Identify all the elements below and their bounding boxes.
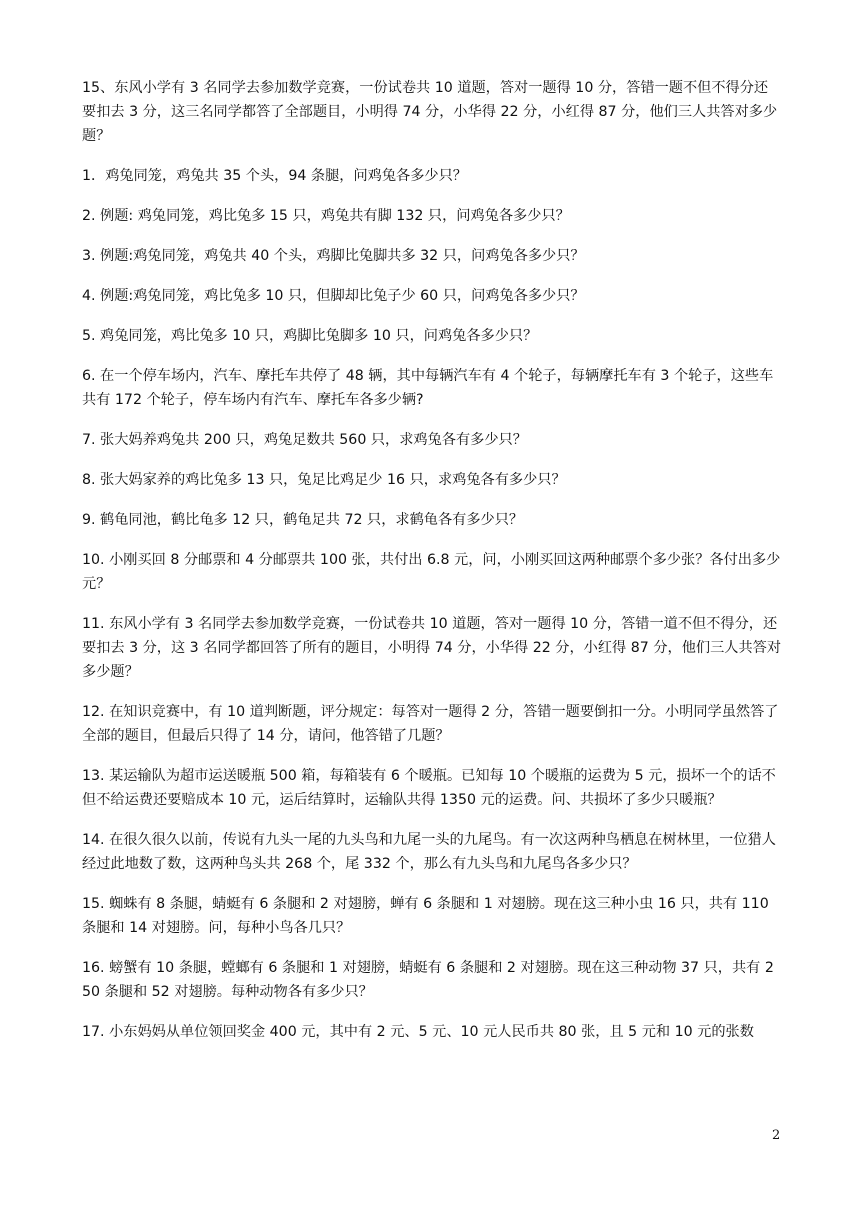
question-15: 15. 蜘蛛有 8 条腿，蜻蜓有 6 条腿和 2 对翅膀，蝉有 6 条腿和 1 对翅膀。现在这三种小虫 16 只，共有 110 条腿和 14 对翅膀。问，每种小鸟各几只？ xyxy=(82,896,774,936)
question-16: 16. 螃蟹有 10 条腿，螳螂有 6 条腿和 1 对翅膀，蜻蜓有 6 条腿和 2 对翅膀。现在这三种动物 37 只，共有 250 条腿和 52 对翅膀。每种动物各有多少只？ xyxy=(82,960,774,1000)
question-3: 3. 例题:鸡兔同笼，鸡兔共 40 个头，鸡脚比兔脚共多 32 只，问鸡兔各多少只？ xyxy=(82,248,585,264)
question-13: 13. 某运输队为超市运送暖瓶 500 箱，每箱装有 6 个暖瓶。已知每 10 个暖瓶的运费为 5 元，损坏一个的话不但不给运费还要赔成本 10 元，运后结算时，运输队共得 1350 元的运费。问、共损坏了多少只暖瓶？ xyxy=(82,768,776,808)
question-17: 17. 小东妈妈从单位领回奖金 400 元，其中有 2 元、5 元、10 元人民币共 80 张，且 5 元和 10 元的张数 xyxy=(82,1024,754,1040)
question-2: 2. 例题: 鸡兔同笼，鸡比兔多 15 只，鸡兔共有脚 132 只，问鸡兔各多少只？ xyxy=(82,208,570,224)
question-11: 11. 东风小学有 3 名同学去参加数学竞赛，一份试卷共 10 道题，答对一题得 10 分，答错一道不但不得分，还要扣去 3 分，这 3 名同学都回答了所有的题目，小明得 74 分，小华得 22 分，小红得 87 分，他们三人共答对多少题？ xyxy=(82,616,782,680)
question-12: 12. 在知识竞赛中，有 10 道判断题，评分规定：每答对一题得 2 分，答错一题要倒扣一分。小明同学虽然答了全部的题目，但最后只得了 14 分，请问，他答错了几题？ xyxy=(82,704,779,744)
question-9: 9. 鹤龟同池，鹤比龟多 12 只，鹤龟足共 72 只，求鹤龟各有多少只？ xyxy=(82,512,524,528)
page-number: 2 xyxy=(772,1128,781,1143)
page-content xyxy=(82,76,782,1044)
question-14: 14. 在很久很久以前，传说有九头一尾的九头鸟和九尾一头的九尾鸟。有一次这两种鸟栖息在树林里，一位猎人经过此地数了数，这两种鸟头共 268 个，尾 332 个，那么有九头鸟和九尾鸟各多少只？ xyxy=(82,832,776,872)
question-15-intro: 15、东风小学有 3 名同学去参加数学竞赛，一份试卷共 10 道题，答对一题得 10 分，答错一题不但不得分还要扣去 3 分，这三名同学都答了全部题目，小明得 74 分，小华得 22 分，小红得 87 分，他们三人共答对多少题？ xyxy=(82,80,778,144)
question-10: 10. 小刚买回 8 分邮票和 4 分邮票共 100 张，共付出 6.8 元，问，小刚买回这两种邮票个多少张？各付出多少元？ xyxy=(82,552,781,592)
question-8: 8. 张大妈家养的鸡比兔多 13 只，兔足比鸡足少 16 只，求鸡兔各有多少只？ xyxy=(82,472,566,488)
question-1: 1．鸡兔同笼，鸡兔共 35 个头，94 条腿，问鸡兔各多少只？ xyxy=(82,168,467,184)
question-7: 7. 张大妈养鸡兔共 200 只，鸡兔足数共 560 只，求鸡兔各有多少只？ xyxy=(82,432,527,448)
question-4: 4. 例题:鸡兔同笼，鸡比兔多 10 只，但脚却比兔子少 60 只，问鸡兔各多少只？ xyxy=(82,288,585,304)
question-5: 5. 鸡兔同笼，鸡比兔多 10 只，鸡脚比兔脚多 10 只，问鸡兔各多少只？ xyxy=(82,328,538,344)
question-6: 6. 在一个停车场内，汽车、摩托车共停了 48 辆，其中每辆汽车有 4 个轮子，每辆摩托车有 3 个轮子，这些车共有 172 个轮子，停车场内有汽车、摩托车各多少辆? xyxy=(82,368,774,408)
